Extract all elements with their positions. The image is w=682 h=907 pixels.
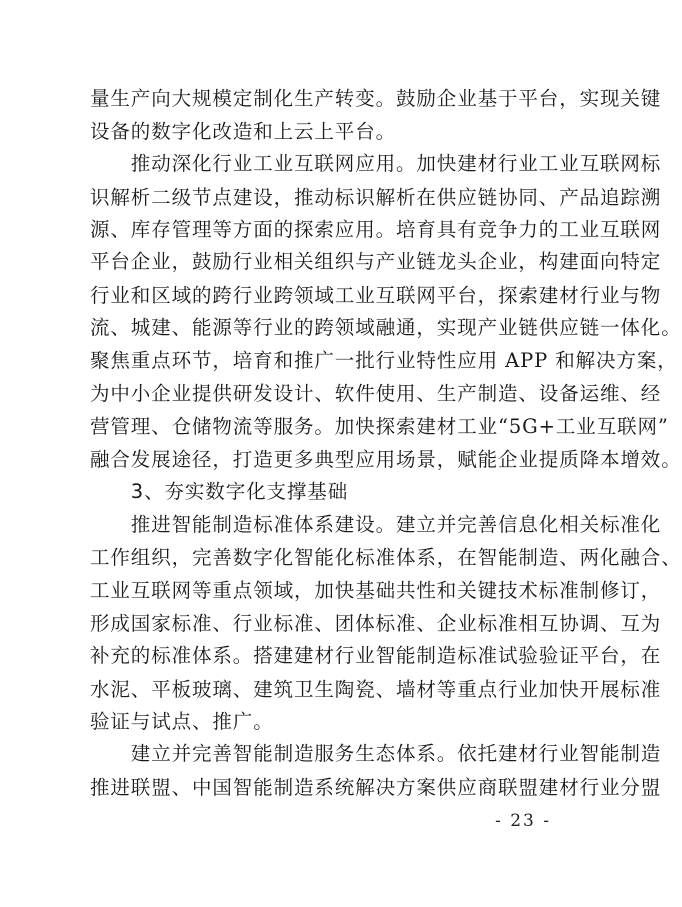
text-line: 工业互联网等重点领域，加快基础共性和关键技术标准制修订， bbox=[90, 579, 662, 602]
text-line: 融合发展途径，打造更多典型应用场景，赋能企业提质降本增效。 bbox=[90, 448, 682, 471]
text-line: 水泥、平板玻璃、建筑卫生陶瓷、墙材等重点行业加快开展标准 bbox=[90, 678, 662, 701]
text-line: 平台企业，鼓励行业相关组织与产业链龙头企业，构建面向特定 bbox=[90, 250, 662, 273]
text-line: 行业和区域的跨行业跨领域工业互联网平台，探索建材行业与物 bbox=[90, 284, 662, 307]
page-number: - 23 - bbox=[495, 811, 551, 831]
text-line: 推进智能制造标准体系建设。建立并完善信息化相关标准化 bbox=[90, 513, 662, 536]
text-line: 营管理、仓储物流等服务。加快探索建材工业“5G+工业互联网” bbox=[90, 415, 669, 438]
section-heading: 3、夯实数字化支撑基础 bbox=[90, 480, 349, 503]
text-line: 为中小企业提供研发设计、软件使用、生产制造、设备运维、经 bbox=[90, 382, 662, 405]
text-line: 形成国家标准、行业标准、团体标准、企业标准相互协调、互为 bbox=[90, 612, 662, 635]
text-line: 建立并完善智能制造服务生态体系。依托建材行业智能制造 bbox=[90, 742, 662, 765]
text-line: 推动深化行业工业互联网应用。加快建材行业工业互联网标 bbox=[90, 152, 662, 175]
text-line: 工作组织，完善数字化智能化标准体系，在智能制造、两化融合、 bbox=[90, 546, 682, 569]
text-line: 设备的数字化改造和上云上平台。 bbox=[90, 120, 397, 143]
text-line: 验证与试点、推广。 bbox=[90, 710, 274, 733]
text-line: 源、库存管理等方面的探索应用。培育具有竞争力的工业互联网 bbox=[90, 218, 662, 241]
text-line: 识解析二级节点建设，推动标识解析在供应链协同、产品追踪溯 bbox=[90, 186, 662, 209]
text-line: 流、城建、能源等行业的跨领域融通，实现产业链供应链一体化。 bbox=[90, 316, 682, 339]
text-line: 量生产向大规模定制化生产转变。鼓励企业基于平台，实现关键 bbox=[90, 87, 662, 110]
text-line: 推进联盟、中国智能制造系统解决方案供应商联盟建材行业分盟 bbox=[90, 776, 662, 799]
text-line: 补充的标准体系。搭建建材行业智能制造标准试验验证平台，在 bbox=[90, 644, 662, 667]
text-line: 聚焦重点环节，培育和推广一批行业特性应用 APP 和解决方案， bbox=[90, 349, 678, 372]
